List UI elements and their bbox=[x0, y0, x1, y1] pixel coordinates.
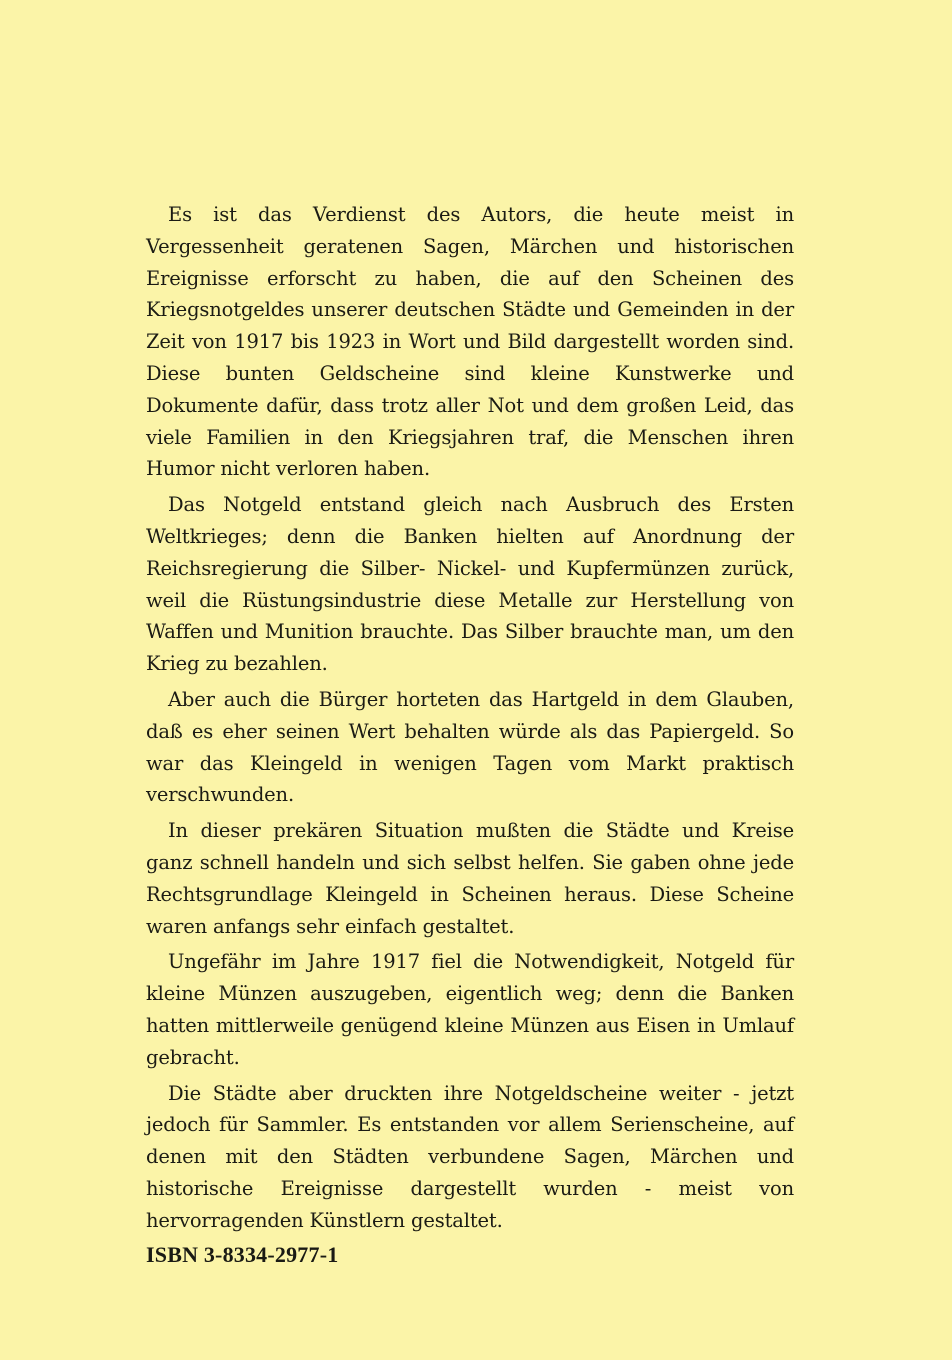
paragraph-2: Das Notgeld entstand gleich nach Ausbruch des Ersten Weltkrieges; denn die Banken hielten auf Anordnung der Reichsregierung die Silber- Nickel- und Kupfermünzen zurück, weil die Rüstungsindustrie diese Metalle zur Herstellung von Waffen und Munition brauchte. Das Silber brauchte man, um den Krieg zu bezahlen. bbox=[146, 493, 794, 676]
paragraph-1: Es ist das Verdienst des Autors, die heute meist in Vergessenheit geratenen Sagen, Märchen und historischen Ereignisse erforscht zu haben, die auf den Scheinen des Kriegsnotgeldes unserer deutschen Städte und Gemeinden in der Zeit von 1917 bis 1923 in Wort und Bild dargestellt worden sind. Diese bunten Geldscheine sind kleine Kunstwerke und Dokumente dafür, dass trotz aller Not und dem großen Leid, das viele Familien in den Kriegsjahren traf, die Menschen ihren Humor nicht verloren haben. bbox=[146, 203, 794, 481]
paragraph-6: Die Städte aber druckten ihre Notgeldscheine weiter - jetzt jedoch für Sammler. Es entstanden vor allem Serienscheine, auf denen mit den Städten verbundene Sagen, Märchen und historische Ereignisse dargestellt wurden - meist von hervorragenden Künstlern gestaltet. bbox=[146, 1081, 794, 1232]
paragraph-3: Aber auch die Bürger horteten das Hartgeld in dem Glauben, daß es eher seinen Wert behalten würde als das Papiergeld. So war das Kleingeld in wenigen Tagen vom Markt praktisch verschwunden. bbox=[146, 687, 794, 807]
blurb-text bbox=[146, 199, 794, 1241]
paragraph-4: In dieser prekären Situation mußten die Städte und Kreise ganz schnell handeln und sich selbst helfen. Sie gaben ohne jede Rechtsgrundlage Kleingeld in Scheinen heraus. Diese Scheine waren anfangs sehr einfach gestaltet. bbox=[146, 819, 794, 938]
paragraph-5: Ungefähr im Jahre 1917 fiel die Notwendigkeit, Notgeld für kleine Münzen auszugeben, eigentlich weg; denn die Banken hatten mittlerweile genügend kleine Münzen aus Eisen in Umlauf gebracht. bbox=[146, 950, 794, 1069]
isbn-label: ISBN 3-8334-2977-1 bbox=[146, 1242, 339, 1267]
